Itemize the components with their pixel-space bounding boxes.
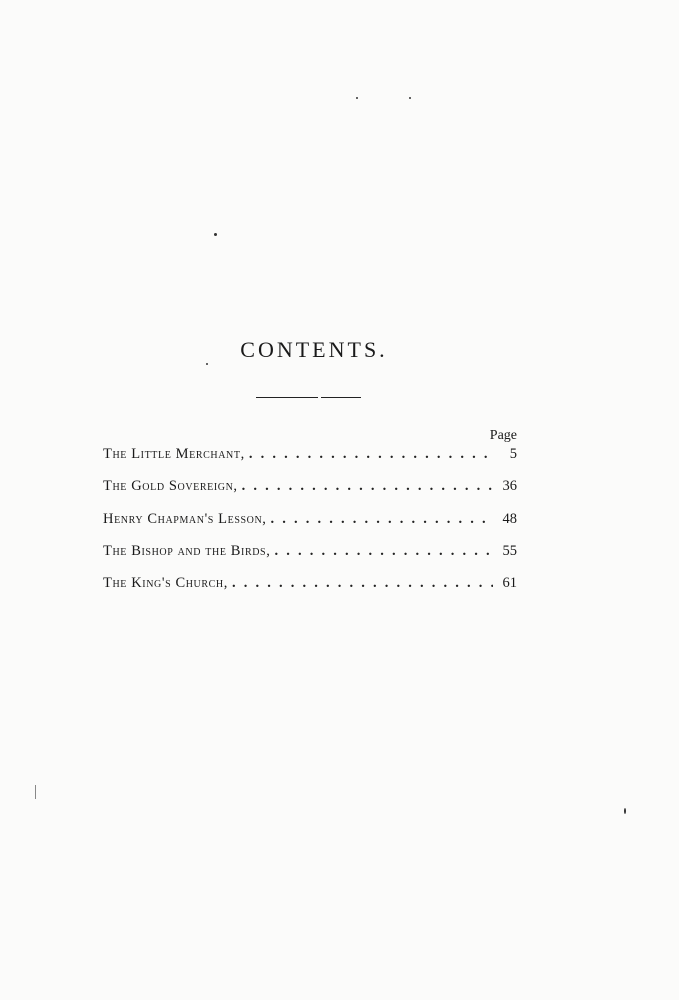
dot-leader: [245, 446, 493, 463]
toc-entry[interactable]: [103, 478, 517, 510]
scan-speck: [206, 363, 208, 365]
ornamental-rule-right: [321, 397, 361, 398]
toc-entry-page: 36: [502, 478, 517, 495]
toc-entry[interactable]: [103, 446, 517, 478]
toc-entry-title: Henry Chapman's Lesson,: [103, 510, 267, 527]
contents-heading: CONTENTS.: [240, 336, 388, 362]
toc-entry[interactable]: [103, 575, 517, 607]
dot-leader: [267, 511, 493, 528]
page-column-label: Page: [489, 428, 517, 443]
toc-entry-title: The Gold Sovereign,: [103, 478, 238, 495]
toc-entry-page: 48: [502, 510, 517, 527]
scan-speck: [356, 97, 358, 99]
toc-entry[interactable]: [103, 511, 517, 543]
scan-speck: [624, 808, 626, 814]
toc-entry[interactable]: [103, 543, 517, 575]
toc-entry-title: The Bishop and the Birds,: [103, 542, 271, 559]
table-of-contents: [103, 446, 517, 607]
scan-speck: [35, 785, 36, 799]
toc-entry-page: 55: [502, 542, 517, 559]
toc-entry-page: 5: [509, 446, 517, 462]
toc-entry-page: 61: [502, 575, 517, 592]
toc-entry-title: The King's Church,: [103, 575, 228, 592]
toc-entry-title: The Little Merchant,: [103, 446, 245, 462]
scan-speck: [214, 233, 217, 236]
scan-speck: [409, 97, 411, 99]
dot-leader: [228, 575, 493, 592]
dot-leader: [238, 478, 493, 495]
ornamental-rule-left: [256, 397, 318, 398]
dot-leader: [270, 543, 493, 560]
